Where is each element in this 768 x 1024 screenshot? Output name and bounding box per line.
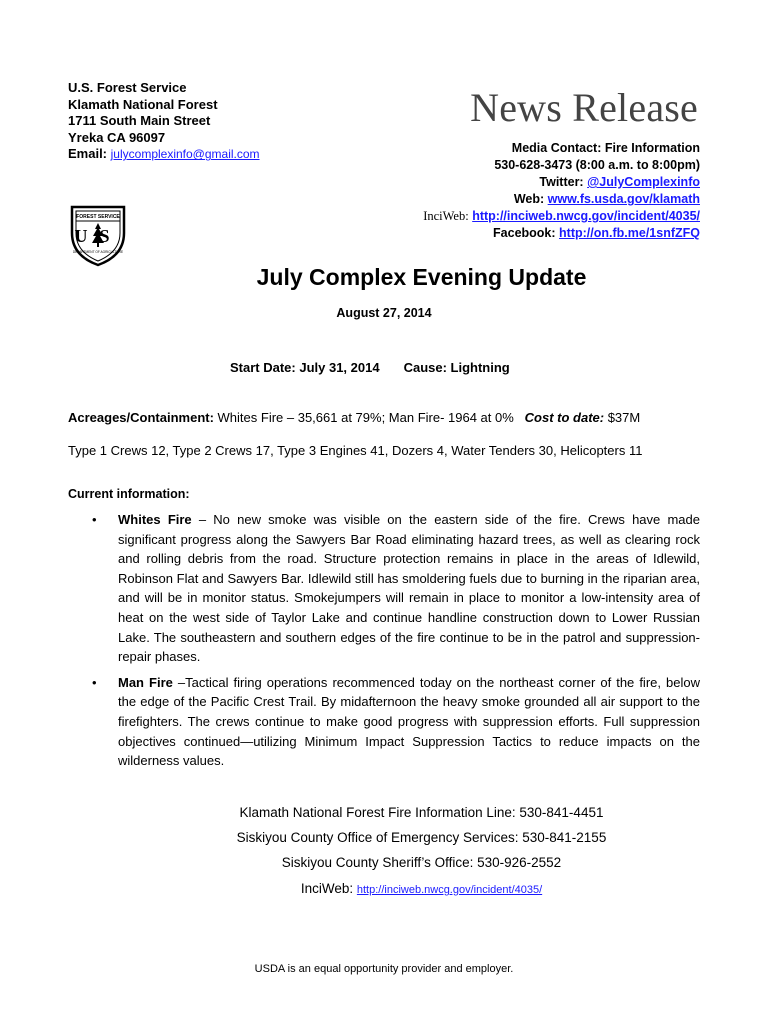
resources-line: Type 1 Crews 12, Type 2 Crews 17, Type 3 Engines 41, Dozers 4, Water Tenders 30, Helicopters 11 [68,443,643,458]
twitter-line [423,174,700,191]
inciweb-link[interactable]: http://inciweb.nwcg.gov/incident/4035/ [472,209,700,223]
cost-label: Cost to date: [524,410,605,425]
web-link[interactable]: www.fs.usda.gov/klamath [547,192,700,206]
inciweb-line [423,208,700,225]
bullet-icon: • [92,674,97,690]
logo-text-main: US [74,226,122,246]
agency-name: U.S. Forest Service [68,80,187,95]
acreage-label: Acreages/Containment: [68,410,214,425]
inciweb-label: InciWeb: [423,209,469,223]
footer-inciweb-line [0,881,768,896]
footer-inciweb-label: InciWeb: [300,881,357,896]
footer-info-line: Klamath National Forest Fire Information Line: 530-841-4451 [239,805,604,820]
media-contact: Media Contact: Fire Information [511,141,700,155]
bullet-title: Man Fire [118,674,173,690]
cost-value: $37M [604,410,641,425]
forest-name: Klamath National Forest [68,96,218,112]
bullet-text: –Tactical firing operations recommenced today on the northeast corner of the fire, below the edge of the Pacific Crest Trail. By midafternoon the heavy smoke grounded all air support to the firefighters. The crews continue to make good progress with suppression efforts. Full suppression objectives continued—utilizing Minimum Impact Suppression Tactics to reduce impacts on the wilderness values. [118,674,700,769]
bullet-title: Whites Fire [118,512,192,527]
footer-oes-line: Siskiyou County Office of Emergency Services: 530-841-2155 [236,830,607,845]
eeo-statement: USDA is an equal opportunity provider and employer. [254,963,514,975]
acreage-text: Whites Fire – 35,661 at 79%; Man Fire- 1964 at 0% [213,410,514,425]
list-item-whites-fire [88,510,700,667]
web-line [423,191,700,208]
street-address: 1711 South Main Street [68,113,211,129]
logo-text-top: FOREST SERVICE [76,214,120,220]
news-release-title: News Release [470,85,698,130]
logo-text-bottom: DEPARTMENT OF AGRICULTURE [72,250,124,254]
twitter-link[interactable]: @JulyComplexinfo [587,175,700,189]
footer-sheriff-line: Siskiyou County Sheriff’s Office: 530-926-2552 [281,855,562,870]
headline: July Complex Evening Update [256,264,587,290]
email-line [68,146,260,163]
footer-inciweb-link[interactable]: http://inciweb.nwcg.gov/incident/4035/ [356,884,543,896]
cause: Cause: Lightning [403,360,510,375]
facebook-label: Facebook: [493,226,556,240]
city-address: Yreka CA 96097 [68,129,166,145]
phone-hours: 530-628-3473 (8:00 a.m. to 8:00pm) [494,158,700,172]
bullet-list [88,510,700,777]
email-label: Email: [68,146,108,162]
start-date: Start Date: July 31, 2014 [230,360,380,375]
bullet-icon: • [92,512,97,527]
release-date: August 27, 2014 [336,306,432,320]
list-item-man-fire [88,673,700,771]
facebook-line [423,225,700,242]
forest-service-shield-logo [68,203,128,267]
acreage-line [68,410,640,425]
web-label: Web: [513,192,545,206]
facebook-link[interactable]: http://on.fb.me/1snfZFQ [559,226,700,240]
start-cause-line [230,360,510,375]
twitter-label: Twitter: [539,175,584,189]
email-link[interactable]: julycomplexinfo@gmail.com [110,147,260,162]
current-info-label: Current information: [68,487,190,501]
bullet-text: – No new smoke was visible on the eastern side of the fire. Crews have made significant progress along the Sawyers Bar Road eliminating hazard trees, as well as clearing rock and rolling debris from the road. Structure protection remains in place in the areas of Idlewild, Robinson Flat and Sawyers Bar. Idlewild still has smoldering fuels due to burning in the riparian area, and will be in monitor status. Smokejumpers will remain in place to monitor a low-intensity area of heat on the west side of Taylor Lake and continue handline construction down to Lower Russian Lake. The southeastern and southern edges of the fire continue to be in the patrol and suppression-repair phases. [118,512,700,665]
contact-block [423,140,700,242]
address-block [68,80,260,163]
